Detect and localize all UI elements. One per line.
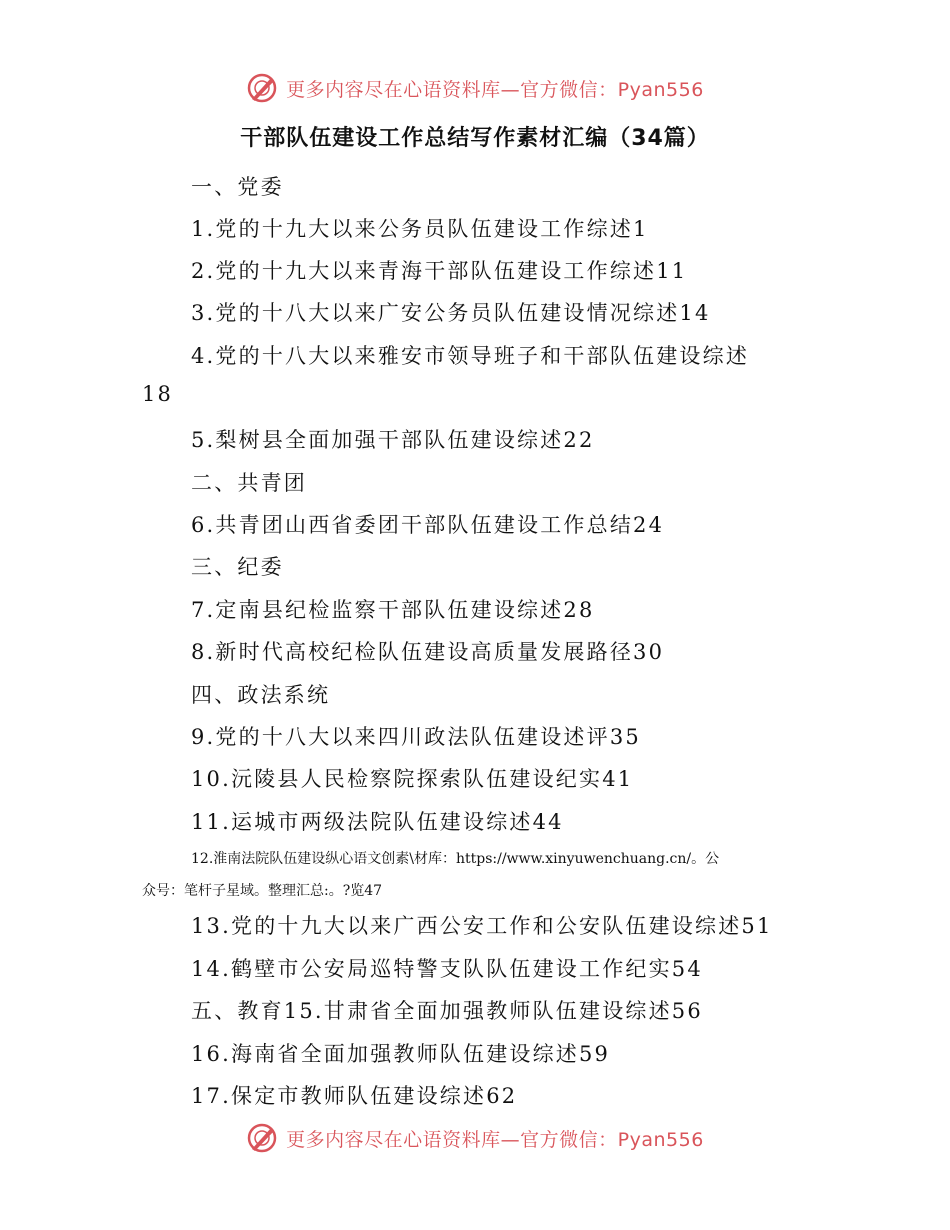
section-heading-with-entry: 五、教育15.甘肃省全面加强教师队伍建设综述56 <box>191 999 703 1023</box>
toc-entry: 11.运城市两级法院队伍建设综述44 <box>191 810 564 834</box>
toc-entry: 3.党的十八大以来广安公务员队伍建设情况综述14 <box>191 301 711 325</box>
toc-entry: 4.党的十八大以来雅安市领导班子和干部队伍建设综述 <box>191 344 750 368</box>
pen-circle-logo-icon <box>246 72 278 104</box>
section-heading: 四、政法系统 <box>191 683 331 707</box>
toc-entry-small-continuation: 众号：笔杆子星域。整理汇总:。?览47 <box>142 883 383 899</box>
toc-entry: 16.海南省全面加强教师队伍建设综述59 <box>191 1042 611 1066</box>
footer-banner <box>0 1122 950 1154</box>
toc-entry: 6.共青团山西省委团干部队伍建设工作总结24 <box>191 513 665 537</box>
toc-entry: 9.党的十八大以来四川政法队伍建设述评35 <box>191 725 641 749</box>
toc-entry-small: 12.淮南法院队伍建设纵心语文创素\材库：https://www.xinyuwenchuang.cn/。公 <box>191 851 720 867</box>
header-banner <box>0 72 950 104</box>
banner-text: 更多内容尽在心语资料库—官方微信：Pyan556 <box>286 1128 704 1151</box>
toc-entry: 2.党的十九大以来青海干部队伍建设工作综述11 <box>191 259 688 283</box>
section-heading: 三、纪委 <box>191 555 284 579</box>
toc-entry: 7.定南县纪检监察干部队伍建设综述28 <box>191 598 595 622</box>
section-heading: 一、党委 <box>191 175 284 199</box>
toc-entry: 1.党的十九大以来公务员队伍建设工作综述1 <box>191 217 649 241</box>
banner-text: 更多内容尽在心语资料库—官方微信：Pyan556 <box>286 78 704 101</box>
section-heading: 二、共青团 <box>191 471 307 495</box>
toc-entry: 10.沅陵县人民检察院探索队伍建设纪实41 <box>191 767 634 791</box>
toc-entry: 8.新时代高校纪检队伍建设高质量发展路径30 <box>191 640 665 664</box>
toc-entry-continuation: 18 <box>142 382 174 406</box>
toc-entry: 17.保定市教师队伍建设综述62 <box>191 1084 518 1108</box>
document-title: 干部队伍建设工作总结写作素材汇编（34篇） <box>240 126 710 151</box>
pen-circle-logo-icon <box>246 1122 278 1154</box>
toc-entry: 5.梨树县全面加强干部队伍建设综述22 <box>191 428 595 452</box>
toc-entry: 14.鹤壁市公安局巡特警支队队伍建设工作纪实54 <box>191 957 703 981</box>
toc-entry: 13.党的十九大以来广西公安工作和公安队伍建设综述51 <box>191 914 773 938</box>
